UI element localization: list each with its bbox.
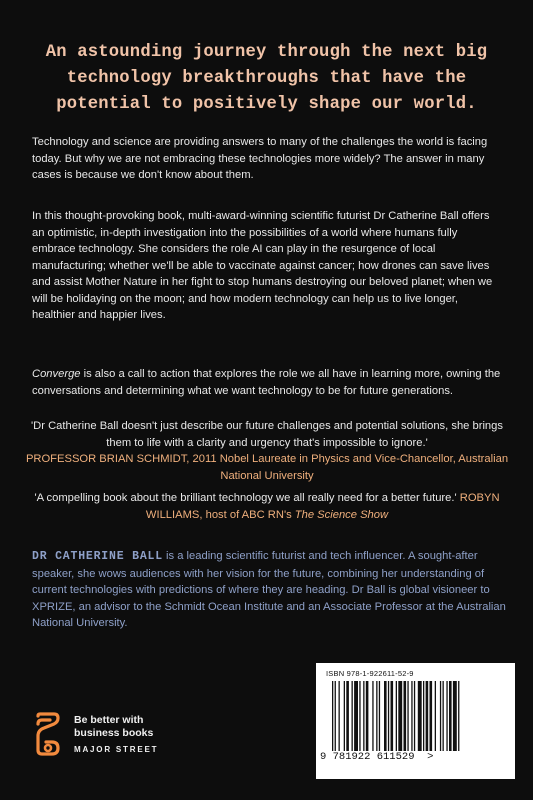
quote-attribution: PROFESSOR BRIAN SCHMIDT, 2011 Nobel Laureate in Physics and Vice-Chancellor, Australian National University xyxy=(25,453,509,482)
publisher-logo xyxy=(32,712,182,762)
barcode-bar xyxy=(396,681,397,751)
description-paragraph: In this thought-provoking book, multi-award-winning scientific futurist Dr Catherine Ball offers an optimistic, in-depth investigation into the possibilities of a world where humans fully embrace technology. She considers the role AI can play in the resurgence of local manufacturing; whether we'll be able to vaccinate against cancer; how drones can save lives and assist Mother Nature in her fight to stop humans destroying our beloved planet; when we will be holidaying on the moon; and how modern technology can help us to live longer, healthier and happier lives. xyxy=(32,210,493,321)
barcode-bar xyxy=(423,681,424,751)
barcode-bar xyxy=(344,681,345,751)
attribution-name: ROBYN WILLIAMS, host of ABC RN's xyxy=(145,492,500,521)
call-to-action-paragraph xyxy=(32,366,502,399)
barcode-bar xyxy=(453,681,457,751)
barcode-bar xyxy=(430,681,433,751)
tagline-line-1: Be better with xyxy=(74,714,144,726)
barcode-bar xyxy=(372,681,373,751)
barcode-bar xyxy=(335,681,336,751)
barcode-bar xyxy=(379,681,380,751)
barcode xyxy=(316,663,515,779)
barcode-bar xyxy=(354,681,358,751)
major-street-logo-icon xyxy=(32,712,62,756)
barcode-bar xyxy=(449,681,452,751)
barcode-bar xyxy=(359,681,360,751)
isbn-digits: 9 781922 611529 > xyxy=(320,751,434,763)
quote-text: 'A compelling book about the brilliant technology we all really need for a better future.' xyxy=(34,492,457,504)
barcode-bar xyxy=(446,681,447,751)
barcode-bar xyxy=(363,681,364,751)
headline: An astounding journey through the next big technology breakthroughs that have the potential to positively shape our world. xyxy=(45,43,488,114)
barcode-bar xyxy=(376,681,377,751)
barcode-bar xyxy=(440,681,441,751)
barcode-bar xyxy=(366,681,369,751)
barcode-bars xyxy=(332,681,500,751)
barcode-bar xyxy=(411,681,412,751)
barcode-bar xyxy=(384,681,387,751)
endorsement-quote-2 xyxy=(22,490,512,523)
barcode-bar xyxy=(391,681,394,751)
author-name: DR CATHERINE BALL xyxy=(32,550,163,563)
publisher-tagline xyxy=(74,714,153,740)
tagline-line-2: business books xyxy=(74,727,154,739)
endorsement-quote-1 xyxy=(22,418,512,484)
quote-text: 'Dr Catherine Ball doesn't just describe our future challenges and potential solutions, she brings them to life with a clarity and urgency that's impossible to ignore.' xyxy=(31,420,503,449)
publisher-brand: MAJOR STREET xyxy=(74,745,159,754)
barcode-bar xyxy=(407,681,408,751)
barcode-bar xyxy=(404,681,407,751)
barcode-bar xyxy=(443,681,444,751)
barcode-bar xyxy=(332,681,333,751)
barcode-bar xyxy=(388,681,389,751)
author-bio xyxy=(32,548,507,632)
barcode-bar xyxy=(458,681,459,751)
book-title: Converge xyxy=(32,368,81,380)
barcode-bar xyxy=(435,681,436,751)
barcode-bar xyxy=(352,681,353,751)
intro-paragraph: Technology and science are providing answers to many of the challenges the world is facing today. But why we are not embracing these technologies more widely? The answer in many cases is because we don't know about them. xyxy=(32,136,488,181)
barcode-bar xyxy=(339,681,340,751)
barcode-bar xyxy=(346,681,349,751)
show-title: The Science Show xyxy=(294,508,389,521)
call-to-action-text: is also a call to action that explores the role we all have in learning more, owning the conversations and determining what we want technology to be for future generations. xyxy=(32,368,501,397)
barcode-bar xyxy=(414,681,415,751)
barcode-bar xyxy=(418,681,422,751)
isbn-label: ISBN 978-1-922611-52-9 xyxy=(326,669,414,678)
barcode-bar xyxy=(398,681,402,751)
barcode-bar xyxy=(426,681,429,751)
author-bio-text: is a leading scientific futurist and tech influencer. A sought-after speaker, she wows audiences with her vision for the future, combining her understanding of current technologies with predictions of where they are heading. Dr Ball is global visioneer to XPRIZE, an advisor to the Schmidt Ocean Institute and an Associate Professor at the Australian National University. xyxy=(32,550,506,629)
